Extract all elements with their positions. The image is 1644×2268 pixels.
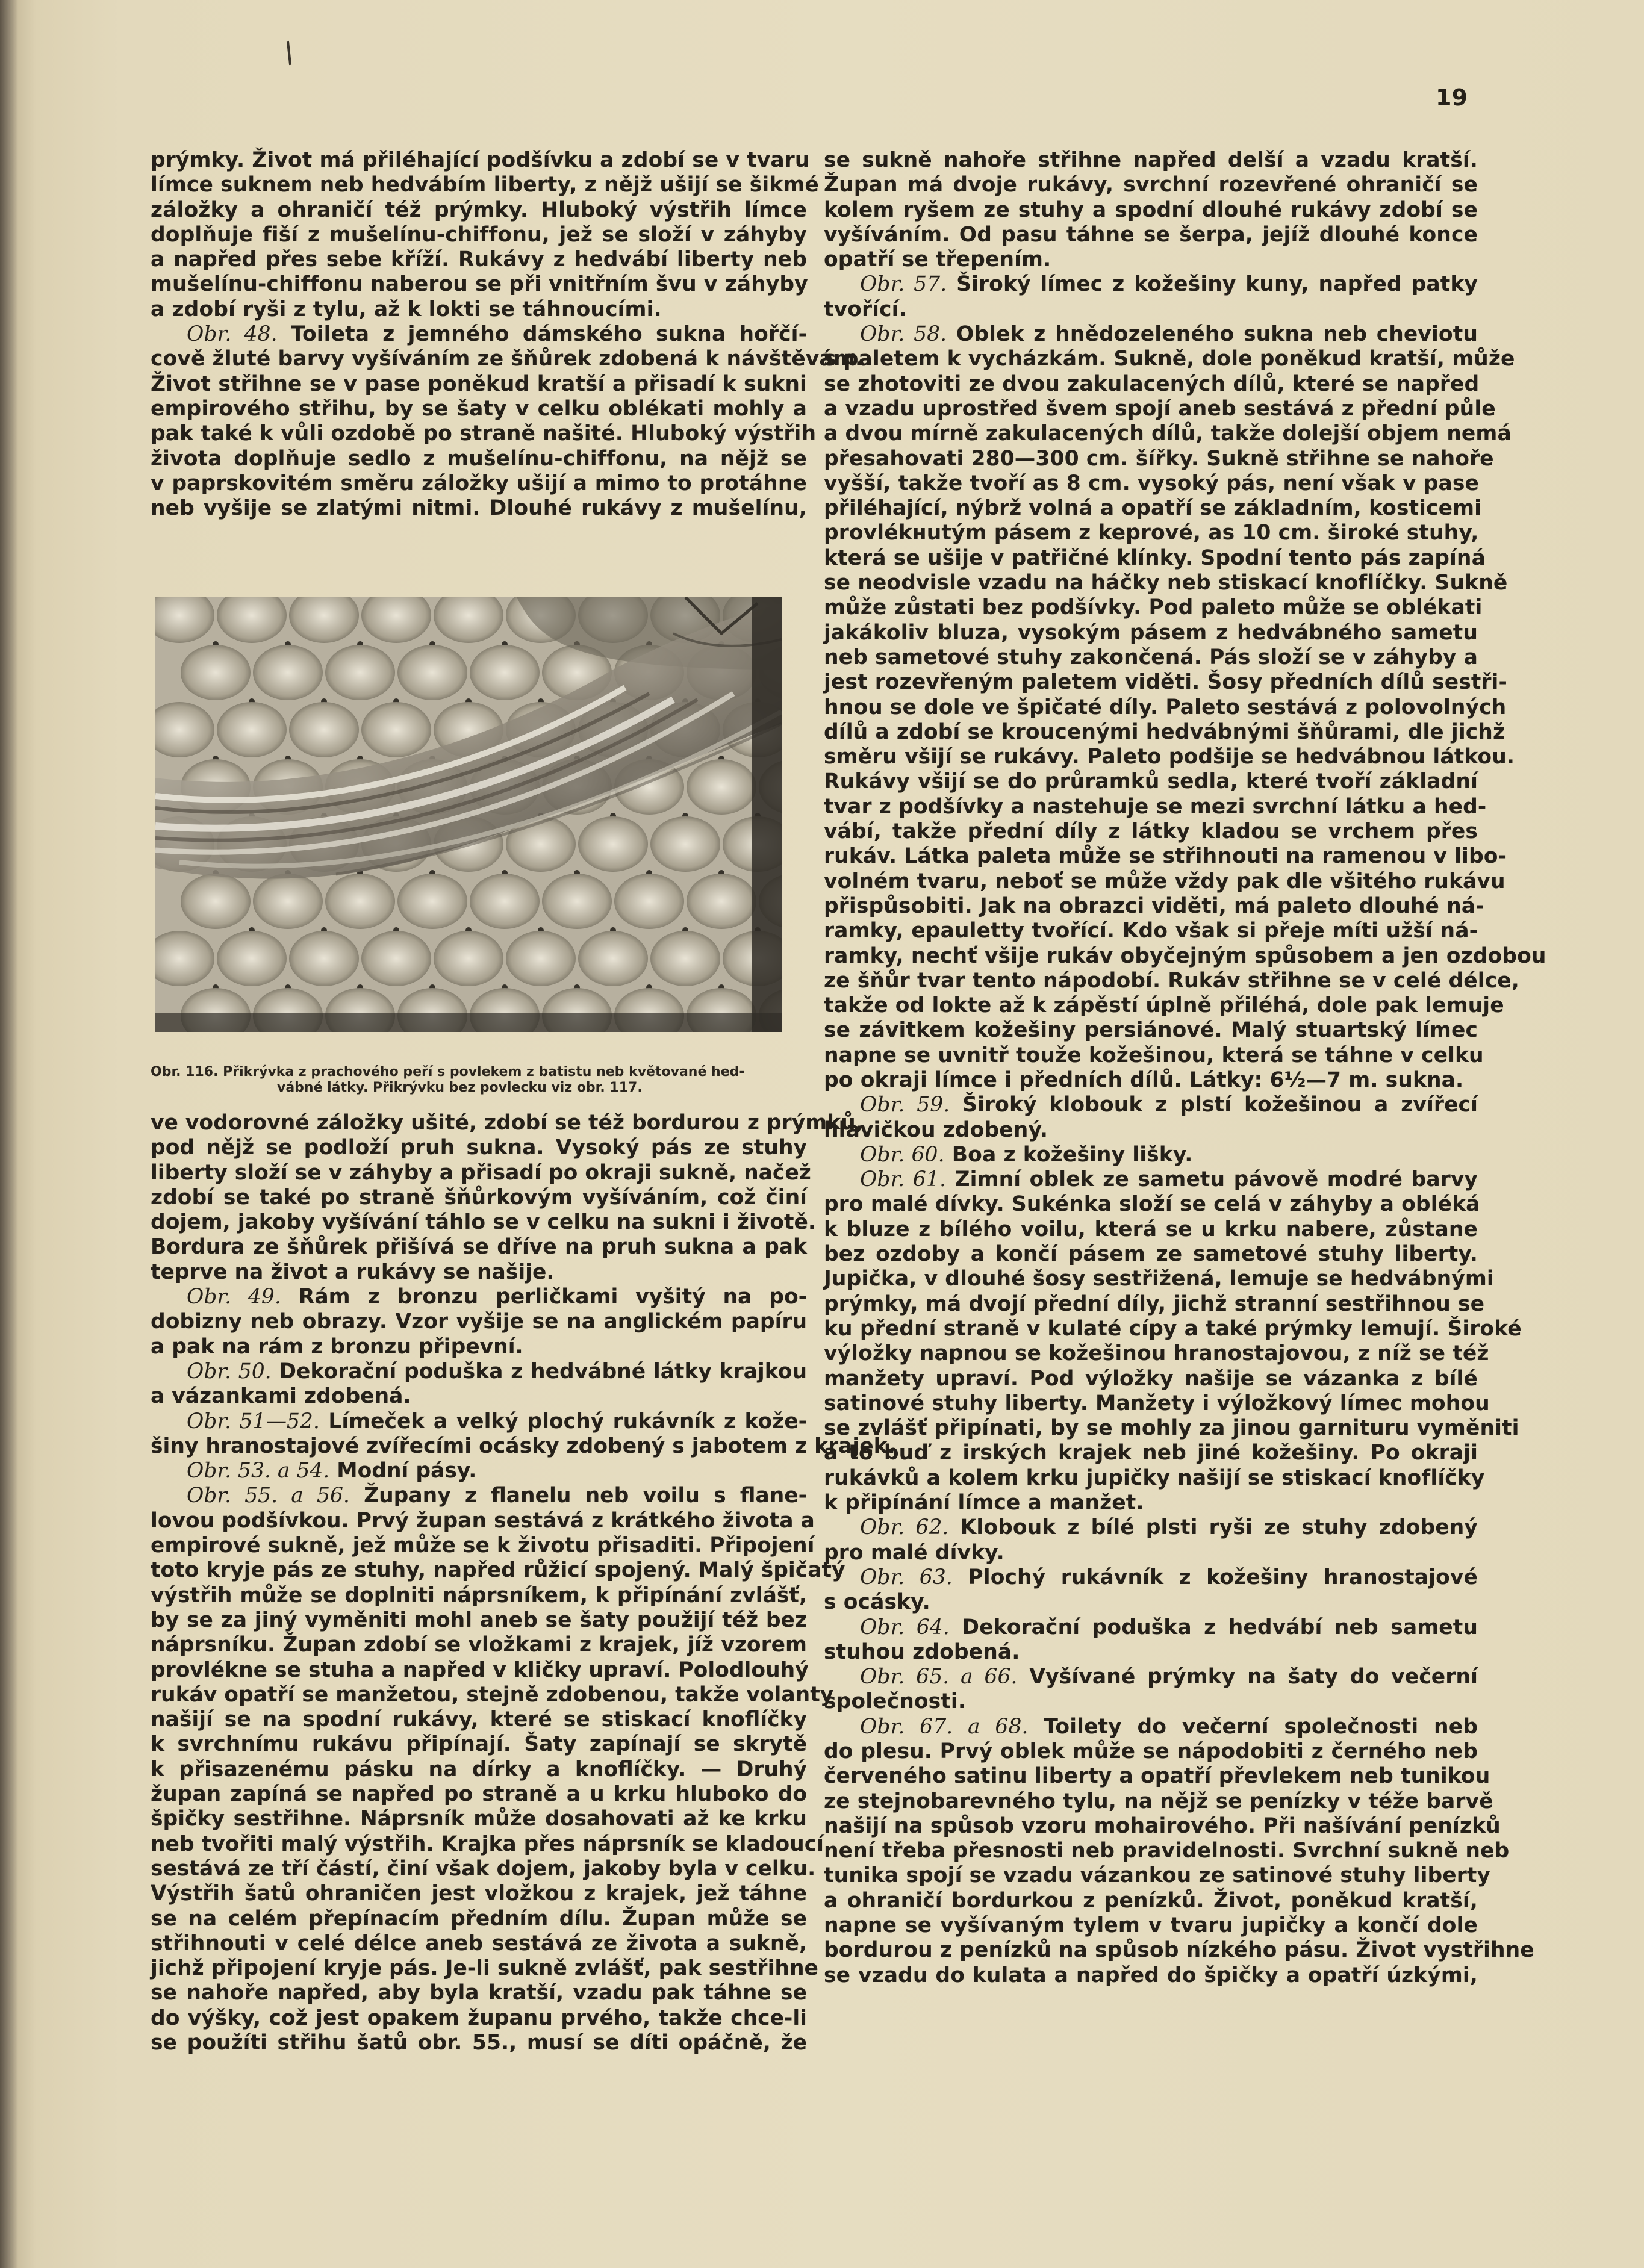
text-line: se sukně nahoře střihne napřed delší a vzadu kratší. xyxy=(824,148,1478,172)
caption-line-1: Obr. 116. Přikrývka z prachového peří s povlekem z batistu neb květované hed- xyxy=(151,1064,745,1080)
text-line: napne se uvnitř touže kožešinou, která se táhne v celku xyxy=(824,1043,1484,1067)
text-line: střihnouti v celé délce aneb sestává ze života a sukně, xyxy=(151,1931,807,1956)
quilt-tuft xyxy=(289,931,359,986)
text-line: náprsníku. Župan zdobí se vložkami z krajek, jíž vzorem xyxy=(151,1633,807,1658)
text-line: výstřih může se doplniti náprsníkem, k připínání zvlášť, xyxy=(151,1583,807,1608)
text-line: rukáv opatří se manžetou, stejně zdobenou, takže volanty xyxy=(151,1682,834,1707)
ink-mark xyxy=(287,41,291,65)
text-line: jichž připojení kryje pás. Je-li sukně zvlášť, pak sestřihne xyxy=(151,1956,818,1981)
text-line: k bluze z bílého voilu, která se u krku nabere, zůstane xyxy=(824,1217,1478,1241)
text-line: tvar z podšívky a nastehuje se mezi svrchní látku a hed- xyxy=(824,794,1487,819)
text-line: Obr. 63. Plochý rukávník z kožešiny hranostajové xyxy=(860,1565,1478,1589)
text-line: není třeba přesnosti neb pravidelnosti. Svrchní sukně neb xyxy=(824,1839,1510,1863)
text-line: po okraji límce i předních dílů. Látky: 6½—7 m. sukna. xyxy=(824,1067,1464,1092)
text-line: pro malé dívky. xyxy=(824,1540,1004,1565)
text-line: v paprskovitém směru záložky ušijí a mimo to protáhne xyxy=(151,471,807,496)
text-line: vyšší, takže tvoří as 8 cm. vysoký pás, není však v pase xyxy=(824,471,1480,496)
quilt-tuft xyxy=(578,816,648,872)
quilt-tuft xyxy=(289,702,359,757)
text-line: by se za jiný vyměniti mohl aneb se šaty použijí též bez xyxy=(151,1608,807,1632)
text-line: teprve na život a rukávy se našije. xyxy=(151,1260,555,1284)
text-line: límce suknem neb hedvábím liberty, z nějž ušijí se šikmé xyxy=(151,173,819,197)
text-line: hnou se dole ve špičaté díly. Paleto sestává z polovolných xyxy=(824,695,1507,719)
text-line: Život střihne se v pase poněkud kratší a přisadí k sukni xyxy=(151,371,807,396)
text-line: manžety upraví. Pod výložky našije se vázanka z bílé xyxy=(824,1366,1478,1391)
text-line: a vzadu uprostřed švem spojí aneb sestává z přední půle xyxy=(824,396,1496,421)
text-line: Obr. 65. a 66. Vyšívané prýmky na šaty do večerní xyxy=(860,1665,1478,1689)
text-line: červeného satinu liberty a opatří převlekem neb tunikou xyxy=(824,1764,1490,1789)
text-line: Obr. 60. Boa z kožešiny lišky. xyxy=(860,1142,1193,1167)
text-line: s paletem k vycházkám. Sukně, dole poněkud kratší, může xyxy=(824,347,1515,371)
text-line: opatří se třepením. xyxy=(824,247,1051,272)
text-line: neb tvořiti malý výstřih. Krajka přes náprsník se kladoucí xyxy=(151,1831,824,1856)
text-line: neb vyšije se zlatými nitmi. Dlouhé rukávy z mušelínu, xyxy=(151,496,807,521)
quilt-tuft xyxy=(650,816,720,872)
text-line: Obr. 64. Dekorační poduška z hedvábí neb sametu xyxy=(860,1615,1478,1639)
text-line: se použíti střihu šatů obr. 55., musí se díti opáčně, že xyxy=(151,2030,807,2055)
text-line: dílů a zdobí se kroucenými hedvábnými šňůrami, dle jichž xyxy=(824,719,1505,744)
text-line: ramky, epauletty tvořící. Kdo však si přeje míti užší ná- xyxy=(824,919,1478,943)
text-line: a vázankami zdobená. xyxy=(151,1384,411,1409)
text-line: do plesu. Prvý oblek může se nápodobiti z černého neb xyxy=(824,1739,1478,1763)
text-line: bordurou z penízků na spůsob nízkého pásu. Život vystřihne xyxy=(824,1938,1534,1963)
text-line: k připínání límce a manžet. xyxy=(824,1491,1144,1515)
text-line: doplňuje fiší z mušelínu-chiffonu, jež se složí v záhyby xyxy=(151,222,807,247)
text-line: stuhou zdobená. xyxy=(824,1639,1020,1664)
text-line: hlavičkou zdobený. xyxy=(824,1117,1048,1142)
quilt-tuft xyxy=(253,645,323,700)
text-line: se na celém přepínacím předním dílu. Župan může se xyxy=(151,1906,807,1931)
left-column-top-text xyxy=(151,148,864,521)
text-line: tunika spojí se vzadu vázankou ze satinové stuhy liberty xyxy=(824,1863,1491,1888)
text-line: vábí, takže přední díly z látky kladou se vrchem přes xyxy=(824,819,1478,844)
text-line: rukáv. Látka paleta může se střihnouti na ramenou v libo- xyxy=(824,844,1507,869)
text-line: Župan má dvoje rukávy, svrchní rozevřené ohraničí se xyxy=(824,173,1478,197)
text-line: Obr. 51—52. Límeček a velký plochý rukávník z kože- xyxy=(187,1409,807,1434)
text-line: ze stejnobarevného tylu, na nějž se penízky v téže barvě xyxy=(824,1789,1493,1813)
text-line: se zvlášť připínati, by se mohly za jinou garnituru vyměniti xyxy=(824,1416,1519,1441)
quilt-tuft xyxy=(397,645,467,700)
text-line: Obr. 57. Široký límec z kožešiny kuny, napřed patky xyxy=(860,272,1478,297)
figure-caption xyxy=(151,1064,807,1096)
text-line: ramky, nechť všije rukáv obyčejným spůsobem a jen ozdobou xyxy=(824,943,1546,968)
text-line: takže od lokte až k zápěstí úplně přiléhá, dole pak lemuje xyxy=(824,993,1504,1018)
page-number: 19 xyxy=(1436,84,1468,111)
quilt-tuft xyxy=(361,702,431,757)
quilt-tuft xyxy=(687,759,756,815)
text-line: dojem, jakoby vyšívání táhlo se v celku na sukni i životě. xyxy=(151,1210,816,1235)
text-line: liberty složí se v záhyby a přisadí po okraji sukně, načež xyxy=(151,1160,811,1185)
text-line: župan zapíná se napřed po straně a u krku hluboko do xyxy=(151,1782,807,1807)
text-line: ku přední straně v kulaté cípy a také prýmky lemují. Široké xyxy=(824,1316,1522,1341)
quilt-tuft xyxy=(325,645,395,700)
text-line: a pak na rám z bronzu připevní. xyxy=(151,1334,523,1359)
quilt-tuft xyxy=(181,645,251,700)
text-line: se vzadu do kulata a napřed do špičky a opatří úzkými, xyxy=(824,1963,1478,1987)
text-line: Výstřih šatů ohraničen jest vložkou z krajek, jež táhne xyxy=(151,1881,807,1906)
quilt-tuft xyxy=(397,874,467,929)
text-line: mušelínu-chiffonu naberou se při vnitřním švu v záhyby xyxy=(151,272,808,297)
text-line: se závitkem kožešiny persiánové. Malý stuartský límec xyxy=(824,1018,1478,1043)
text-line: lovou podšívkou. Prvý župan sestává z krátkého života a xyxy=(151,1508,815,1533)
quilt-tuft xyxy=(614,874,684,929)
quilt-tuft xyxy=(181,874,251,929)
text-line: neb sametové stuhy zakončená. Pás složí se v záhyby a xyxy=(824,645,1478,670)
text-line: pak také k vůli ozdobě po straně našité. Hluboký výstřih xyxy=(151,421,817,446)
text-line: Obr. 49. Rám z bronzu perličkami vyšitý na po- xyxy=(187,1285,808,1310)
right-column-text xyxy=(824,148,1546,1988)
text-line: Obr. 62. Klobouk z bílé plsti ryši ze stuhy zdobený xyxy=(860,1515,1478,1540)
text-line: jakákoliv bluza, vysokým pásem z hedvábného sametu xyxy=(824,620,1478,645)
text-line: špičky sestřihne. Náprsník může dosahovati až ke krku xyxy=(151,1807,807,1831)
quilt-tuft xyxy=(470,874,540,929)
quilt-tuft xyxy=(506,931,576,986)
binding-gutter-shadow xyxy=(0,0,18,2268)
text-line: s ocásky. xyxy=(824,1590,930,1615)
quilt-tuft xyxy=(542,874,612,929)
text-line: a napřed přes sebe kříží. Rukávy z hedvábí liberty neb xyxy=(151,247,807,272)
text-line: se neodvisle vzadu na háčky neb stiskací knoflíčky. Sukně xyxy=(824,571,1508,595)
text-line: prýmky, má dvojí přední díly, jichž stranní sestřihnou se xyxy=(824,1291,1485,1316)
text-line: jest rozevřeným paletem viděti. Šosy předních dílů sestři- xyxy=(824,670,1507,695)
quilt-tuft xyxy=(434,931,503,986)
text-line: bez ozdoby a končí pásem ze sametové stuhy liberty. xyxy=(824,1242,1478,1267)
text-line: Obr. 61. Zimní oblek ze sametu pávově modré barvy xyxy=(860,1167,1478,1192)
text-line: volném tvaru, neboť se může vždy pak dle všitého rukávu xyxy=(824,869,1505,893)
text-line: zdobí se také po straně šňůrkovým vyšíváním, což činí xyxy=(151,1185,807,1210)
text-line: tvořící. xyxy=(824,297,907,322)
figure-quilt-photo xyxy=(155,597,782,1032)
quilt-tuft xyxy=(217,702,287,757)
text-line: Obr. 59. Široký klobouk z plstí kožešinou a zvířecí xyxy=(860,1093,1478,1117)
text-line: přispůsobiti. Jak na obrazci viděti, má paleto dlouhé ná- xyxy=(824,893,1484,918)
text-line: Rukávy všijí se do průramků sedla, které tvoří základní xyxy=(824,769,1478,794)
text-line: Obr. 50. Dekorační poduška z hedvábné látky krajkou xyxy=(187,1359,808,1384)
quilt-tuft xyxy=(325,874,395,929)
text-line: výložky napnou se kožešinou hranostajovou, z níž se též xyxy=(824,1341,1489,1366)
text-line: přiléhající, nýbrž volná a opatří se základním, kosticemi xyxy=(824,496,1482,521)
text-line: empirové sukně, jež může se k životu přisaditi. Připojení xyxy=(151,1533,815,1558)
text-line: k svrchnímu rukávu připínají. Šaty zapínají se skrytě xyxy=(151,1732,807,1757)
quilt-tuft xyxy=(361,931,431,986)
text-line: Obr. 55. a 56. Župany z flanelu neb voilu s flane- xyxy=(187,1484,807,1508)
text-line: Obr. 58. Oblek z hnědozeleného sukna neb cheviotu xyxy=(860,322,1478,347)
text-line: k přisazenému pásku na dírky a knoflíčky. — Druhý xyxy=(151,1757,807,1782)
quilt-tuft xyxy=(470,645,540,700)
text-line: se nahoře napřed, aby byla kratší, vzadu pak táhne se xyxy=(151,1981,807,2005)
text-line: života doplňuje sedlo z mušelínu-chiffonu, na nějž se xyxy=(151,446,807,471)
text-line: společnosti. xyxy=(824,1689,967,1714)
quilt-tuft xyxy=(650,931,720,986)
quilt-tuft xyxy=(578,931,648,986)
text-line: a dvou mírně zakulacených dílů, takže dolejší objem nemá xyxy=(824,421,1512,446)
text-line: může zůstati bez podšívky. Pod paleto může se oblékati xyxy=(824,595,1483,620)
text-line: pod nějž se podloží pruh sukna. Vysoký pás ze stuhy xyxy=(151,1136,807,1160)
text-line: sestává ze tří částí, činí však dojem, jakoby byla v celku. xyxy=(151,1856,816,1881)
caption-line-2: vábné látky. Přikrývku bez povlecku viz obr. 117. xyxy=(277,1080,643,1095)
text-line: kolem ryšem ze stuhy a spodní dlouhé rukávy zdobí se xyxy=(824,197,1478,222)
text-line: a ohraničí bordurkou z penízků. Život, poněkud kratší, xyxy=(824,1888,1478,1913)
text-line: se zhotoviti ze dvou zakulacených dílů, které se napřed xyxy=(824,371,1480,396)
text-line: vyšíváním. Od pasu táhne se šerpa, jejíž dlouhé konce xyxy=(824,222,1478,247)
quilt-tuft xyxy=(687,874,756,929)
text-line: a to buď z irských krajek neb jiné kožešiny. Po okraji xyxy=(824,1441,1478,1465)
text-line: ve vodorovné záložky ušité, zdobí se též bordurou z prýmků, xyxy=(151,1111,864,1135)
text-line: cově žluté barvy vyšíváním ze šňůrek zdobená k návštěvám. xyxy=(151,347,864,371)
text-line: a zdobí ryši z tylu, až k lokti se táhnoucími. xyxy=(151,297,662,322)
text-line: našijí na spůsob vzoru mohairového. Při našívání penízků xyxy=(824,1813,1501,1838)
text-line: Jupička, v dlouhé šosy sestřižená, lemuje se hedvábnými xyxy=(824,1267,1494,1291)
text-line: empirového střihu, by se šaty v celku oblékati mohly a xyxy=(151,396,807,421)
text-line: dobizny neb obrazy. Vzor vyšije se na anglickém papíru xyxy=(151,1310,807,1334)
text-line: toto kryje pás ze stuhy, napřed růžicí spojený. Malý špičatý xyxy=(151,1558,845,1583)
text-line: která se ušije v patřičné klínky. Spodní tento pás zapíná xyxy=(824,545,1486,570)
text-line: směru všijí se rukávy. Paleto podšije se hedvábnou látkou. xyxy=(824,745,1515,769)
text-line: šiny hranostajové zvířecími ocásky zdobený s jabotem z krajek. xyxy=(151,1434,895,1458)
text-line: Obr. 53. a 54. Modní pásy. xyxy=(187,1459,477,1484)
quilt-illustration xyxy=(155,597,782,1032)
text-line: napne se vyšívaným tylem v tvaru jupičky a končí dole xyxy=(824,1913,1478,1938)
text-line: ze šňůr tvar tento nápodobí. Rukáv střihne se v celé délce, xyxy=(824,968,1519,993)
quilt-tuft xyxy=(217,931,287,986)
text-line: Obr. 67. a 68. Toilety do večerní společnosti neb xyxy=(860,1714,1478,1739)
text-line: záložky a ohraničí též prýmky. Hluboký výstřih límce xyxy=(151,197,807,222)
text-line: našijí se na spodní rukávy, které se stiskací knoflíčky xyxy=(151,1707,807,1732)
text-line: Obr. 48. Toileta z jemného dámského sukna hořčí- xyxy=(187,322,807,347)
text-line: Bordura ze šňůrek přišívá se dříve na pruh sukna a pak xyxy=(151,1235,807,1260)
quilt-tuft xyxy=(253,874,323,929)
text-line: satinové stuhy liberty. Manžety i výložkový límec mohou xyxy=(824,1391,1490,1415)
text-line: prýmky. Život má přiléhající podšívku a zdobí se v tvaru xyxy=(151,148,810,172)
text-line: provlékнutým pásem z keprové, as 10 cm. široké stuhy, xyxy=(824,521,1479,545)
text-line: rukávků a kolem krku jupičky našijí se stiskací knoflíčky xyxy=(824,1465,1485,1490)
text-line: do výšky, což jest opakem županu prvého, takže chce-li xyxy=(151,2005,807,2030)
text-line: pro malé dívky. Sukénka složí se celá v záhyby a obléká xyxy=(824,1192,1480,1217)
text-line: provlékne se stuha a napřed v kličky upraví. Polodlouhý xyxy=(151,1658,809,1682)
text-line: přesahovati 280—300 cm. šířky. Sukně střihne se nahoře xyxy=(824,446,1494,471)
